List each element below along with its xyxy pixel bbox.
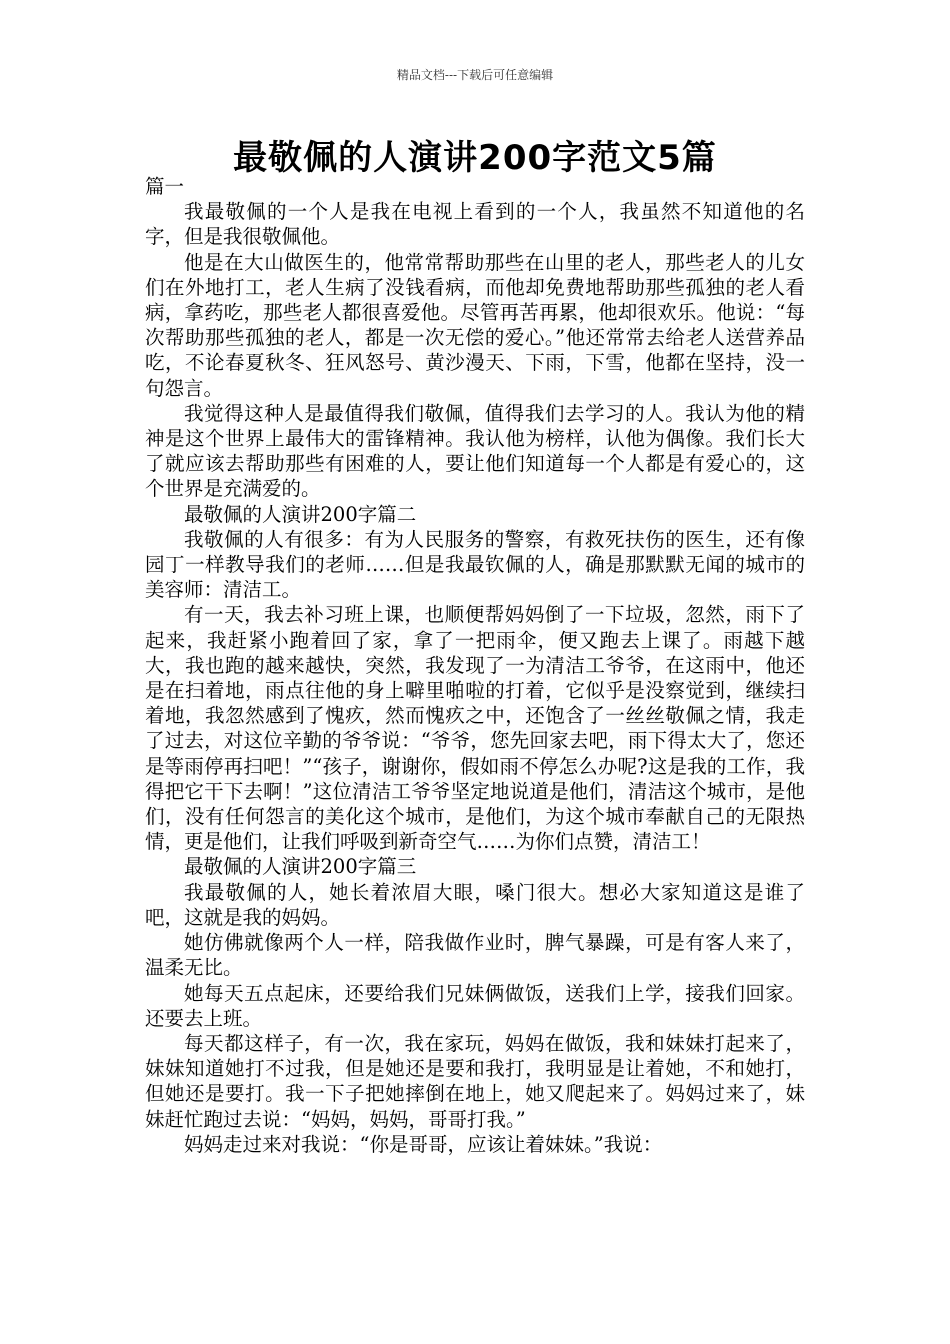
paragraph: 妈妈走过来对我说：“你是哥哥，应该让着妹妹。”我说： — [184, 1132, 663, 1156]
paragraph: 她仿佛就像两个人一样，陪我做作业时，脾气暴躁，可是有客人来了，温柔无比。 — [145, 931, 805, 980]
document-body — [145, 174, 805, 1157]
paragraph: 我觉得这种人是最值得我们敬佩，值得我们去学习的人。我认为他的精神是这个世界上最伟大的雷锋精神。我认他为榜样，认他为偶像。我们长大了就应该去帮助那些有困难的人，要让他们知道每一个人都是有爱心的，这个世界是充满爱的。 — [145, 401, 805, 501]
paragraph: 他是在大山做医生的，他常常帮助那些在山里的老人，那些老人的儿女们在外地打工，老人生病了没钱看病，而他却免费地帮助那些孤独的老人看病，拿药吃，那些老人都很喜爱他。尽管再苦再累，他却很欢乐。他说：“每次帮助那些孤独的老人，都是一次无偿的爱心。”他还常常去给老人送营养品吃，不论春夏秋冬、狂风怒号、黄沙漫天、下雨，下雪，他都在坚持，没一句怨言。 — [145, 250, 805, 400]
section-heading-three: 最敬佩的人演讲200字篇三 — [184, 855, 417, 879]
document-title: 最敬佩的人演讲200字范文5篇 — [233, 138, 717, 178]
paragraph: 我敬佩的人有很多：有为人民服务的警察，有救死扶伤的医生，还有像园丁一样教导我们的老师……但是我最钦佩的人，确是那默默无闻的城市的美容师：清洁工。 — [145, 527, 805, 602]
section-label-one: 篇一 — [145, 175, 185, 198]
paragraph: 有一天，我去补习班上课，也顺便帮妈妈倒了一下垃圾，忽然，雨下了起来，我赶紧小跑着回了家，拿了一把雨伞，便又跑去上课了。雨越下越大，我也跑的越来越快，突然，我发现了一为清洁工爷爷，在这雨中，他还是在扫着地，雨点往他的身上噼里啪啦的打着，它似乎是没察觉到，继续扫着地，我忽然感到了愧疚，然而愧疚之中，还饱含了一丝丝敬佩之情，我走了过去，对这位辛勤的爷爷说：“爷爷，您先回家去吧，雨下得太大了，您还是等雨停再扫吧！”“孩子，谢谢你，假如雨不停怎么办呢?这是我的工作，我得把它干下去啊！”这位清洁工爷爷坚定地说道是他们，清洁这个城市，是他们，没有任何怨言的美化这个城市，是他们，为这个城市奉献自己的无限热情，更是他们，让我们呼吸到新奇空气……为你们点赞，清洁工！ — [145, 603, 805, 854]
paragraph: 她每天五点起床，还要给我们兄妹俩做饭，送我们上学，接我们回家。还要去上班。 — [145, 981, 805, 1030]
paragraph: 每天都这样子，有一次，我在家玩，妈妈在做饭，我和妹妹打起来了，妹妹知道她打不过我，但是她还是要和我打，我明显是让着她，不和她打，但她还是要打。我一下子把她摔倒在地上，她又爬起来了。妈妈过来了，妹妹赶忙跑过去说：“妈妈，妈妈，哥哥打我。” — [145, 1031, 805, 1131]
section-heading-two: 最敬佩的人演讲200字篇二 — [184, 502, 417, 526]
paragraph: 我最敬佩的一个人是我在电视上看到的一个人，我虽然不知道他的名字，但是我很敬佩他。 — [145, 200, 805, 249]
page-header: 精品文档---下载后可任意编辑 — [396, 68, 554, 82]
paragraph: 我最敬佩的人，她长着浓眉大眼，嗓门很大。想必大家知道这是谁了吧，这就是我的妈妈。 — [145, 880, 805, 929]
